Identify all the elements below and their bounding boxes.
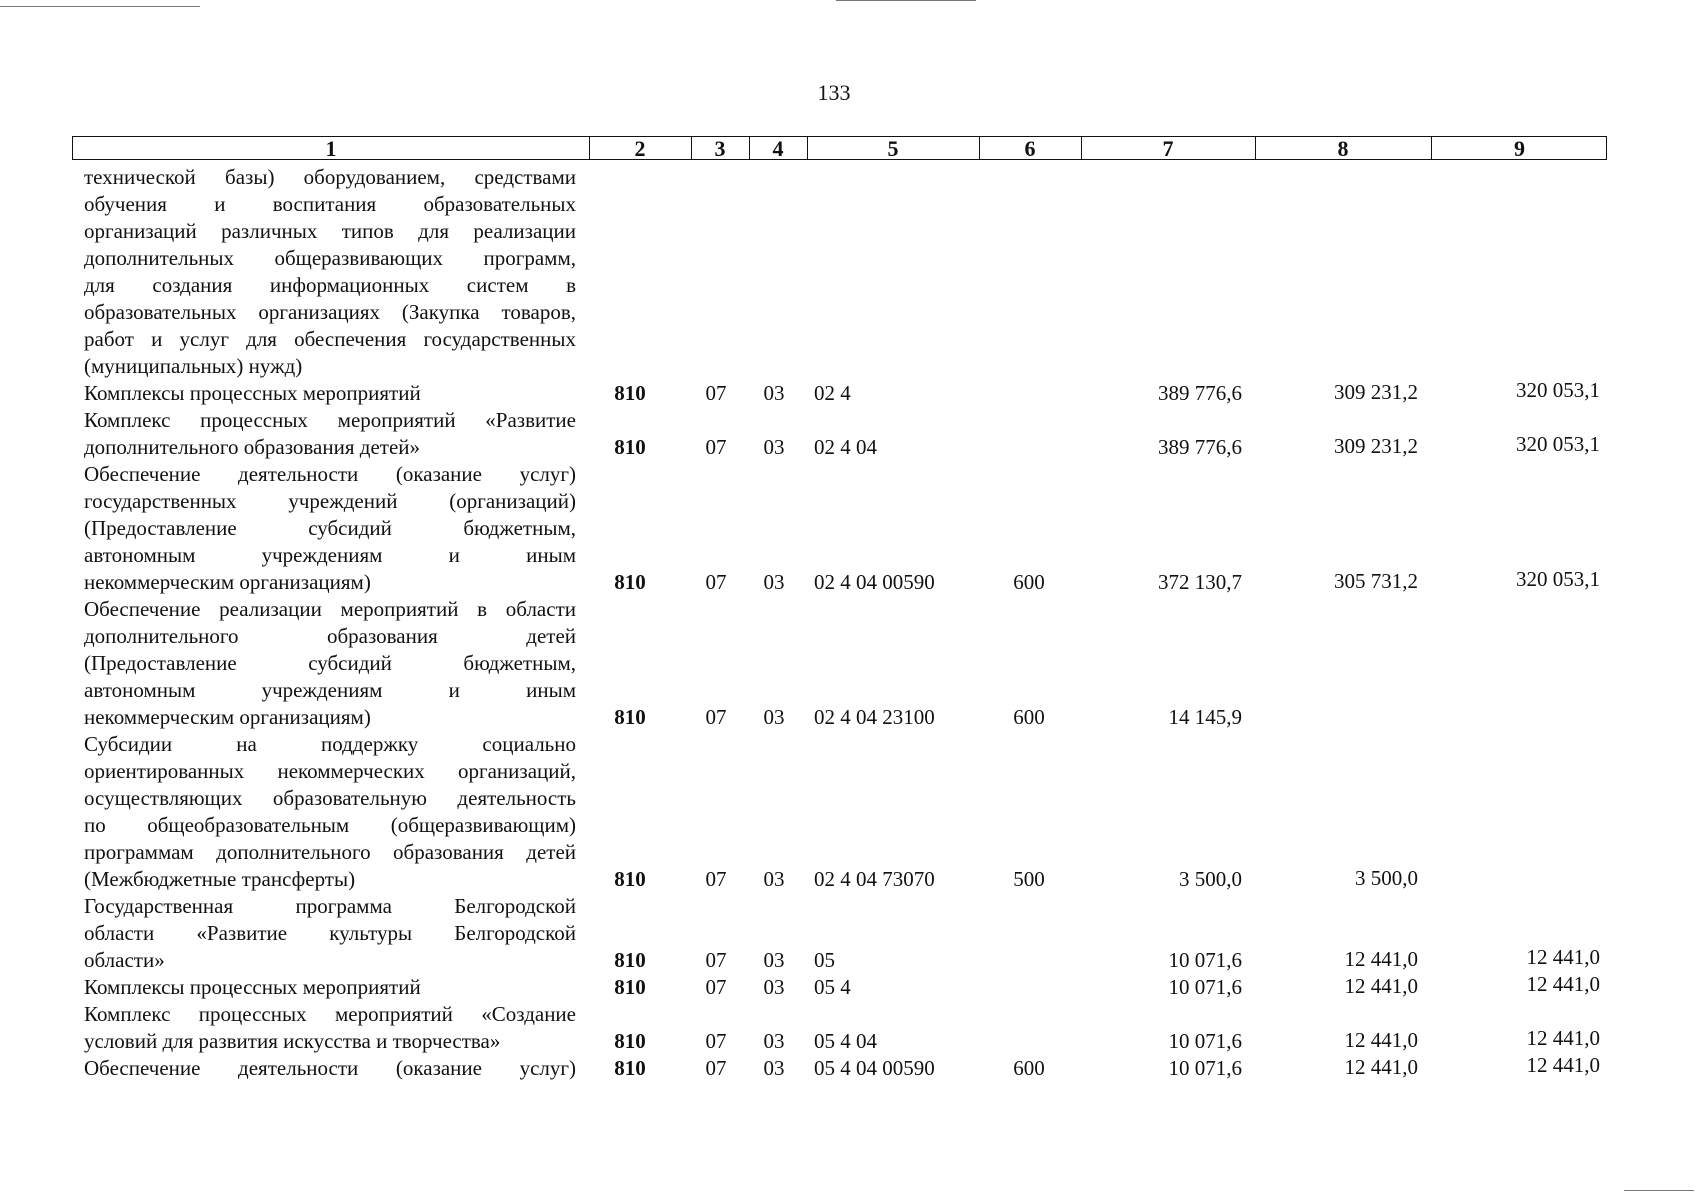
row-description: [84, 1001, 576, 1055]
cell-col-5: 02 4: [814, 381, 851, 405]
scan-line: [0, 6, 200, 7]
description-line: государственных учреждений (организаций): [84, 489, 576, 513]
description-line: работ и услуг для обеспечения государственных: [84, 327, 576, 351]
description-line: (Предоставление субсидий бюджетным,: [84, 516, 576, 540]
cell-col-4: 03: [763, 570, 785, 594]
header-col-8: 8: [1255, 137, 1432, 159]
table-row: [0, 1001, 1708, 1055]
row-description: [84, 164, 576, 380]
cell-col-4: 03: [763, 435, 785, 459]
description-line: условий для развития искусства и творчества»: [84, 1029, 501, 1053]
cell-col-7: 10 071,6: [1168, 1056, 1242, 1080]
cell-col-3: 07: [705, 1029, 727, 1053]
row-description: [84, 380, 576, 407]
cell-col-9: 12 441,0: [1526, 945, 1600, 969]
cell-col-2: 810: [614, 435, 646, 459]
cell-col-2: 810: [614, 975, 646, 999]
cell-col-4: 03: [763, 381, 785, 405]
cell-col-7: 14 145,9: [1168, 705, 1242, 729]
cell-col-5: 02 4 04 23100: [814, 705, 935, 729]
cell-col-5: 05 4 04 00590: [814, 1056, 935, 1080]
cell-col-5: 05 4 04: [814, 1029, 877, 1053]
description-line: Обеспечение деятельности (оказание услуг): [84, 1056, 576, 1080]
cell-col-8: 305 731,2: [1334, 569, 1418, 593]
description-line: Обеспечение деятельности (оказание услуг): [84, 462, 576, 486]
cell-col-7: 389 776,6: [1158, 381, 1242, 405]
cell-col-8: 309 231,2: [1334, 380, 1418, 404]
row-description: [84, 974, 576, 1001]
description-line: автономным учреждениям и иным: [84, 543, 576, 567]
cell-col-8: 309 231,2: [1334, 434, 1418, 458]
cell-col-7: 10 071,6: [1168, 948, 1242, 972]
description-line: дополнительных общеразвивающих программ,: [84, 246, 576, 270]
header-col-5: 5: [807, 137, 980, 159]
description-line: (муниципальных) нужд): [84, 354, 303, 378]
cell-col-8: 12 441,0: [1344, 1055, 1418, 1079]
cell-col-3: 07: [705, 435, 727, 459]
cell-col-7: 10 071,6: [1168, 975, 1242, 999]
row-description: [84, 461, 576, 596]
cell-col-7: 10 071,6: [1168, 1029, 1242, 1053]
cell-col-8: 12 441,0: [1344, 1028, 1418, 1052]
table-row: [0, 407, 1708, 461]
description-line: Комплекс процессных мероприятий «Развитие: [84, 408, 576, 432]
description-line: для создания информационных систем в: [84, 273, 576, 297]
table-row: [0, 893, 1708, 974]
cell-col-6: 600: [1013, 1056, 1045, 1080]
cell-col-3: 07: [705, 705, 727, 729]
description-line: технической базы) оборудованием, средствами: [84, 165, 576, 189]
row-description: [84, 1055, 576, 1082]
cell-col-2: 810: [614, 1056, 646, 1080]
row-description: [84, 893, 576, 974]
cell-col-3: 07: [705, 948, 727, 972]
cell-col-9: 320 053,1: [1516, 567, 1600, 591]
description-line: Субсидии на поддержку социально: [84, 732, 576, 756]
cell-col-9: 12 441,0: [1526, 1053, 1600, 1077]
table-row: [0, 974, 1708, 1001]
description-line: некоммерческим организациям): [84, 705, 371, 729]
cell-col-2: 810: [614, 1029, 646, 1053]
description-line: Государственная программа Белгородской: [84, 894, 576, 918]
cell-col-4: 03: [763, 705, 785, 729]
cell-col-5: 02 4 04: [814, 435, 877, 459]
description-line: дополнительного образования детей: [84, 624, 576, 648]
description-line: области «Развитие культуры Белгородской: [84, 921, 576, 945]
cell-col-7: 372 130,7: [1158, 570, 1242, 594]
header-col-4: 4: [749, 137, 808, 159]
cell-col-2: 810: [614, 867, 646, 891]
description-line: Комплекс процессных мероприятий «Создание: [84, 1002, 576, 1026]
cell-col-4: 03: [763, 975, 785, 999]
scan-line: [1624, 1190, 1694, 1191]
cell-col-2: 810: [614, 570, 646, 594]
cell-col-3: 07: [705, 570, 727, 594]
description-line: Обеспечение реализации мероприятий в области: [84, 597, 576, 621]
cell-col-2: 810: [614, 381, 646, 405]
cell-col-9: 12 441,0: [1526, 972, 1600, 996]
cell-col-3: 07: [705, 1056, 727, 1080]
cell-col-5: 02 4 04 00590: [814, 570, 935, 594]
description-line: по общеобразовательным (общеразвивающим): [84, 813, 576, 837]
description-line: программам дополнительного образования детей: [84, 840, 576, 864]
cell-col-4: 03: [763, 948, 785, 972]
cell-col-6: 600: [1013, 705, 1045, 729]
description-line: области»: [84, 948, 165, 972]
row-description: [84, 407, 576, 461]
page-number: 133: [817, 80, 851, 105]
description-line: ориентированных некоммерческих организаций,: [84, 759, 576, 783]
header-col-6: 6: [979, 137, 1082, 159]
cell-col-8: 12 441,0: [1344, 974, 1418, 998]
description-line: (Межбюджетные трансферты): [84, 867, 356, 891]
description-line: некоммерческим организациям): [84, 570, 371, 594]
table-row: [0, 731, 1708, 893]
cell-col-6: 500: [1013, 867, 1045, 891]
cell-col-5: 05 4: [814, 975, 851, 999]
table-row: [0, 461, 1708, 596]
cell-col-4: 03: [763, 1029, 785, 1053]
header-col-1: 1: [73, 137, 590, 159]
description-line: (Предоставление субсидий бюджетным,: [84, 651, 576, 675]
cell-col-9: 320 053,1: [1516, 378, 1600, 402]
cell-col-8: 3 500,0: [1355, 866, 1418, 890]
table-row: [0, 164, 1708, 380]
cell-col-5: 05: [814, 948, 835, 972]
cell-col-4: 03: [763, 867, 785, 891]
cell-col-5: 02 4 04 73070: [814, 867, 935, 891]
description-line: обучения и воспитания образовательных: [84, 192, 576, 216]
cell-col-9: 12 441,0: [1526, 1026, 1600, 1050]
description-line: Комплексы процессных мероприятий: [84, 381, 421, 405]
cell-col-3: 07: [705, 975, 727, 999]
header-col-2: 2: [589, 137, 692, 159]
description-line: дополнительного образования детей»: [84, 435, 420, 459]
cell-col-6: 600: [1013, 570, 1045, 594]
cell-col-4: 03: [763, 1056, 785, 1080]
cell-col-2: 810: [614, 705, 646, 729]
cell-col-3: 07: [705, 381, 727, 405]
cell-col-8: 12 441,0: [1344, 947, 1418, 971]
cell-col-2: 810: [614, 948, 646, 972]
cell-col-3: 07: [705, 867, 727, 891]
header-col-9: 9: [1514, 136, 1525, 161]
row-description: [84, 596, 576, 731]
row-description: [84, 731, 576, 893]
header-col-3: 3: [691, 137, 750, 159]
description-line: образовательных организациях (Закупка товаров,: [84, 300, 576, 324]
table-row: [0, 1055, 1708, 1082]
scan-line: [836, 0, 976, 1]
cell-col-7: 3 500,0: [1179, 867, 1242, 891]
cell-col-9: 320 053,1: [1516, 432, 1600, 456]
cell-col-7: 389 776,6: [1158, 435, 1242, 459]
table-row: [0, 380, 1708, 407]
description-line: автономным учреждениям и иным: [84, 678, 576, 702]
table-row: [0, 596, 1708, 731]
table-header: [72, 136, 1607, 160]
description-line: Комплексы процессных мероприятий: [84, 975, 421, 999]
header-col-7: 7: [1081, 137, 1256, 159]
description-line: организаций различных типов для реализации: [84, 219, 576, 243]
description-line: осуществляющих образовательную деятельность: [84, 786, 576, 810]
